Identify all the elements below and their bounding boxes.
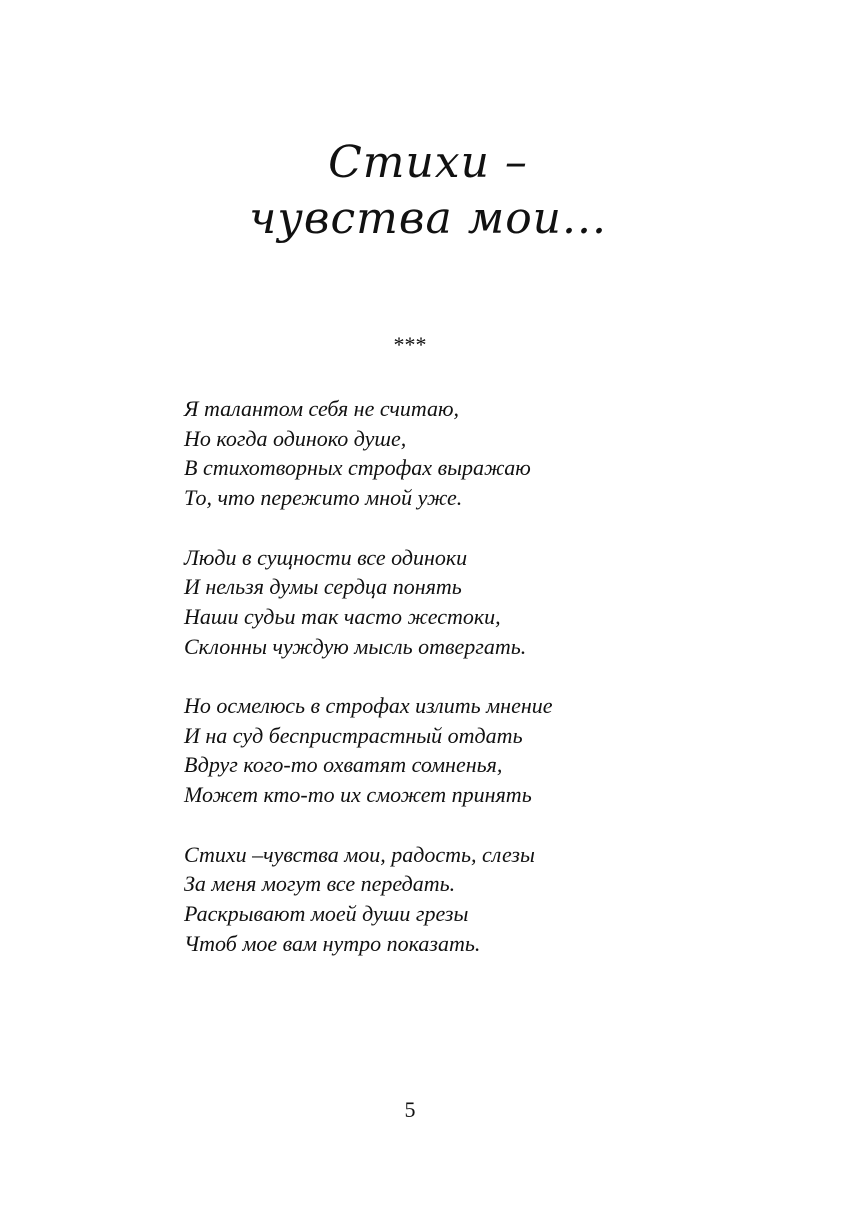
verse-line: Вдруг кого-то охватят сомненья,	[184, 752, 503, 778]
page-title	[0, 135, 856, 247]
verse-line: Люди в сущности все одиноки	[184, 544, 468, 570]
asterism-separator: ***	[393, 332, 427, 357]
verse-line: Наши судьи так часто жестоки,	[184, 603, 501, 629]
stanza-1	[184, 394, 744, 513]
stanza-2	[184, 543, 744, 662]
verse-line: И на суд беспристрастный отдать	[184, 722, 523, 748]
verse-line: Стихи –чувства мои, радость, слезы	[184, 841, 535, 867]
verse-line: Может кто-то их сможет принять	[184, 782, 532, 808]
verse-line: За меня могут все передать.	[184, 871, 456, 897]
stanza-4	[184, 840, 744, 959]
verse-line: В стихотворных строфах выражаю	[184, 455, 531, 481]
verse-line: Чтоб мое вам нутро показать.	[184, 930, 481, 956]
page-number: 5	[404, 1097, 416, 1122]
verse-line: То, что пережито мной уже.	[184, 485, 463, 511]
title-line-1: Стихи –	[328, 137, 528, 188]
verse-line: Раскрывают моей души грезы	[184, 900, 469, 926]
verse-line: И нельзя думы сердца понять	[184, 574, 462, 600]
title-line-2: чувства мои...	[249, 193, 607, 244]
poem	[184, 394, 744, 958]
verse-line: Но когда одиноко душе,	[184, 425, 407, 451]
verse-line: Склонны чуждую мысль отвергать.	[184, 633, 527, 659]
verse-line: Я талантом себя не считаю,	[184, 396, 459, 421]
verse-line: Но осмелюсь в строфах излить мнение	[184, 693, 553, 718]
stanza-3	[184, 691, 744, 810]
